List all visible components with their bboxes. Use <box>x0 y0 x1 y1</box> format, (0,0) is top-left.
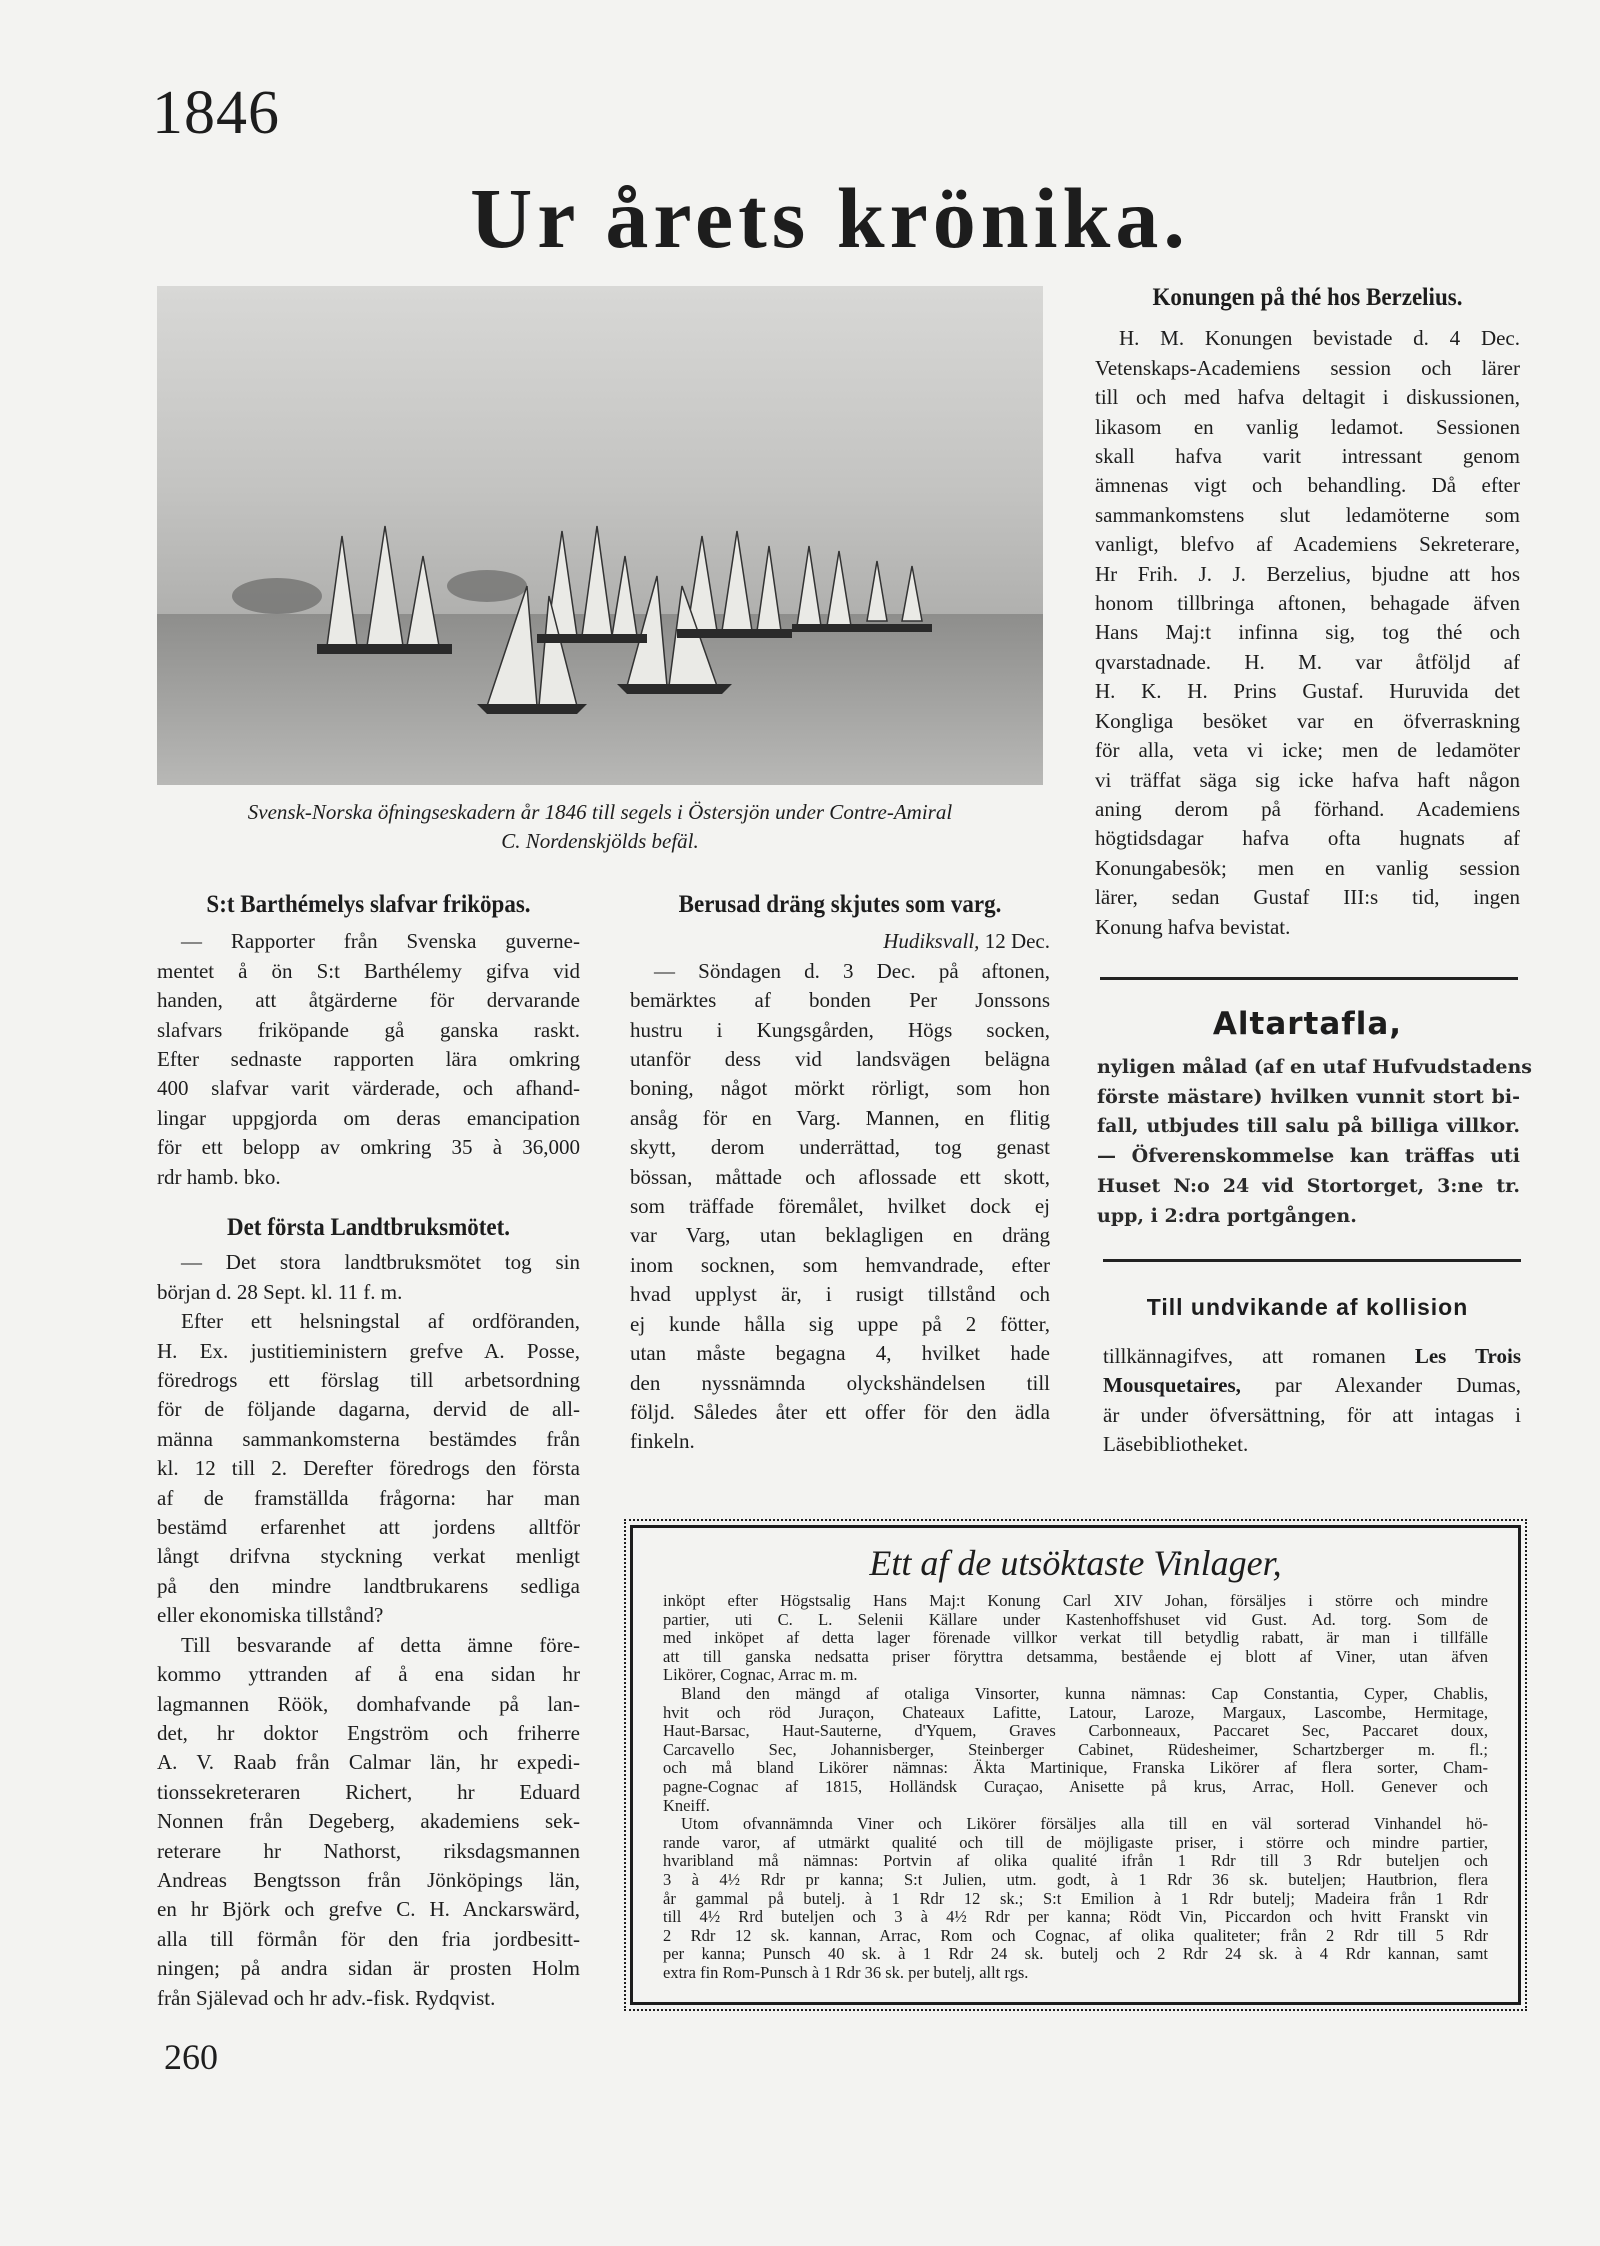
text-line: nyligen målad (af en utaf Hufvudstadens <box>1097 1056 1532 1078</box>
wine-advertisement <box>630 1525 1521 2005</box>
text-line: vanligt, blefvo af Academiens Sekreterare, <box>1095 532 1520 557</box>
text-line: handen, att åtgärderne för dervarande <box>157 988 580 1013</box>
text-line: honom tillbringa aftonen, behagade äfven <box>1095 591 1520 616</box>
article-berzelius <box>1095 283 1520 942</box>
text-line: vi träffat säga sig icke hafva haft någon <box>1095 767 1520 792</box>
altartafla-heading: Altartafla, <box>1212 1006 1403 1042</box>
text-line: Konung hafva bevistat. <box>1095 914 1291 939</box>
text-line: Kongliga besöket var en öfverraskning <box>1095 708 1520 733</box>
paragraph <box>157 1307 580 1630</box>
text-line: lagmannen Röök, domhafvande på lan- <box>157 1691 580 1716</box>
text-line: ningen; på andra sidan är prosten Holm <box>157 1956 580 1981</box>
page-number: 260 <box>164 2037 218 2077</box>
text-line: en hr Björk och grefve C. H. Anckarswärd, <box>157 1897 580 1922</box>
text-line: Hr Frih. J. J. Berzelius, bjudne att hos <box>1095 561 1520 586</box>
dateline-date: 12 Dec. <box>979 929 1050 954</box>
text-line: A. V. Raab från Calmar län, hr expedi- <box>157 1750 580 1775</box>
text-line: tionssekreteraren Richert, hr Eduard <box>157 1779 580 1804</box>
article-landtbruksmotet <box>157 1213 580 2013</box>
text-line: början d. 28 Sept. kl. 11 f. m. <box>157 1279 403 1304</box>
article-heading: Berusad dräng skjutes som varg. <box>678 891 1002 918</box>
text-line: skall hafva varit intressant genom <box>1095 444 1520 469</box>
text-line: föredrogs ett förslag till arbetsordning <box>157 1368 580 1393</box>
text-line: som träffade föremålet, hvilket dock ej <box>630 1194 1050 1219</box>
text-line: finkeln. <box>630 1429 695 1454</box>
text-line: eller ekonomiska tillstånd? <box>157 1603 384 1628</box>
text-segment: par Alexander Dumas, <box>1240 1373 1521 1398</box>
text-line: långt drifvna styckning verkat menligt <box>157 1544 580 1569</box>
text-line: sammankomstens slut ledamöterne som <box>1095 502 1520 527</box>
text-line: Andreas Bengtsson från Jönköpings län, <box>157 1867 580 1892</box>
text-line: Kneiff. <box>663 1795 710 1815</box>
article-body <box>157 927 580 1192</box>
text-line: år gammal på butelj. à 1 Rdr 12 sk.; S:t Emilion à 1 Rdr butelj; Madeira från 1 Rdr <box>663 1888 1488 1908</box>
text-line: af de framställda frågorna: har man <box>157 1485 580 1510</box>
text-line: är under öfversättning, för att intagas i <box>1103 1402 1521 1427</box>
paragraph <box>157 1248 580 1307</box>
advert-body <box>663 1592 1488 1982</box>
text-line: rdr hamb. bko. <box>157 1164 281 1189</box>
text-line: hvit och röd Juraçon, Chateaux Lafitte, Latour, Laroze, Margaux, Lascombe, Hermitage, <box>663 1702 1488 1722</box>
text-line: hustru i Kungsgården, Högs socken, <box>630 1017 1050 1042</box>
text-line: H. K. H. Prins Gustaf. Huruvida det <box>1095 679 1520 704</box>
text-line: partier, uti C. L. Selenii Källare under Kastenhoffshuset vid Gust. Ad. torg. Som de <box>663 1609 1488 1629</box>
article-heading: Det första Landtbruksmötet. <box>226 1214 511 1241</box>
article-body <box>157 1248 580 2013</box>
year-heading: 1846 <box>152 79 280 147</box>
text-line: pagne-Cognac af 1815, Holländsk Curaçao, Anisette på krus, Arrac, Holl. Genever och <box>663 1776 1488 1796</box>
article-heading: S:t Barthémelys slafvar friköpas. <box>206 891 531 918</box>
text-line: rande varor, af utmärkt qualité och till de möjligaste priser, i större och mindre partier, <box>663 1832 1488 1852</box>
text-line: förste mästare) hvilken vunnit stort bi- <box>1097 1085 1520 1108</box>
text-line: kommo yttranden af å ena sidan hr <box>157 1662 580 1687</box>
text-line: reterare hr Nathorst, riksdagsmannen <box>157 1838 580 1863</box>
text-line: bestämd erfarenhet att jordens alltför <box>157 1515 580 1540</box>
text-line: Carcavello Sec, Johannisberger, Steinberger Cabinet, Rüdesheimer, Schartzberger m. fl.; <box>663 1739 1488 1759</box>
dateline <box>630 927 1050 956</box>
book-title-part: Mousquetaires, <box>1103 1373 1241 1398</box>
divider <box>1103 1259 1521 1262</box>
text-line: upp, i 2:dra portgången. <box>1097 1204 1357 1227</box>
text-line: Efter sednaste rapporten lära omkring <box>157 1047 580 1072</box>
text-line: för alla, veta vi icke; men de ledamöter <box>1095 738 1520 763</box>
illustration-caption <box>157 798 1043 856</box>
page-title: Ur årets krönika. <box>470 170 1190 266</box>
text-line: att till ganska nedsatta priser föryttra detsamma, bestående ej blott af Viner, utan äfven <box>663 1646 1488 1666</box>
text-line: Konungabesök; men en vanlig session <box>1095 855 1520 880</box>
text-line: Läsebibliotheket. <box>1103 1432 1249 1457</box>
text-line: Vetenskaps-Academiens session och lärer <box>1095 355 1520 380</box>
text-line <box>1103 1371 1521 1400</box>
text-line: H. Ex. justitieministern grefve A. Posse, <box>157 1338 580 1363</box>
text-line: skytt, derom underrättad, tog genast <box>630 1135 1050 1160</box>
altartafla-body <box>1097 1053 1532 1231</box>
article-barthelemy <box>157 890 580 1192</box>
text-line: utan måste begagna 4, hvilket hade <box>630 1341 1050 1366</box>
article-heading: Konungen på thé hos Berzelius. <box>1152 284 1463 311</box>
text-line: Till besvarande af detta ämne före- <box>181 1632 580 1657</box>
text-line: och må bland Likörer nämnas: Äkta Martinique, Franska Likörer af flera sorter, Cham- <box>663 1758 1488 1778</box>
text-line: hvaribland må nämnas: Portvin af olika qualité ifrån 1 Rdr till 3 Rdr buteljen och <box>663 1851 1488 1871</box>
text-line: det, hr doktor Engström och friherre <box>157 1720 580 1745</box>
text-line: mentet å ön S:t Barthélemy gifva vid <box>157 958 580 983</box>
advert-title: Ett af de utsöktaste Vinlager, <box>869 1543 1282 1583</box>
text-line: till 4½ Rrd buteljen och 3 à 4½ Rdr per kanna; Rödt Vin, Piccardon och hvitt Franskt vin <box>663 1907 1488 1927</box>
text-line: Hans Maj:t infinna sig, tog thé och <box>1095 620 1520 645</box>
text-line: Bland den mängd af otaliga Vinsorter, kunna nämnas: Cap Constantia, Cyper, Chablis, <box>681 1683 1488 1703</box>
text-line: Utom ofvannämnda Viner och Likörer försäljes alla till en väl sorterad Vinhandel hö- <box>681 1814 1488 1834</box>
text-line: den nyssnämnda olyckshändelsen till <box>630 1370 1050 1395</box>
text-line: 2 Rdr 12 sk. kannan, Arrac, Rom och Cognac, af olika qualiteter; från 2 Rdr till 5 Rdr <box>663 1925 1488 1945</box>
kollision-body <box>1103 1342 1521 1460</box>
paragraph <box>1097 1053 1532 1231</box>
caption-line: Svensk-Norska öfningseskadern år 1846 till segels i Östersjön under Contre-Amiral <box>247 800 953 824</box>
paragraph <box>1095 324 1520 942</box>
kollision-heading: Till undvikande af kollision <box>1146 1294 1469 1320</box>
text-line: högtidsdagar hafva ofta hugnats af <box>1095 826 1520 851</box>
text-line: qvarstadnade. H. M. var åtföljd af <box>1095 649 1520 674</box>
text-line: H. M. Konungen bevistade d. 4 Dec. <box>1119 326 1520 351</box>
text-line: från Själevad och hr adv.-fisk. Rydqvist. <box>157 1985 496 2010</box>
text-line: följd. Således åter ett offer för den ädla <box>630 1399 1050 1424</box>
text-line: per kanna; Punsch 40 sk. à 1 Rdr 24 sk. butelj och 2 Rdr 24 sk. à 4 Rdr kannan, samt <box>663 1944 1488 1964</box>
paragraph <box>663 1685 1488 1815</box>
text-line: Nonnen från Degeberg, akademiens sek- <box>157 1809 580 1834</box>
text-line: Efter ett helsningstal af ordföranden, <box>181 1309 580 1334</box>
text-line: hvad upplyst är, i rusigt tillstånd och <box>630 1282 1050 1307</box>
paragraph <box>157 1631 580 2013</box>
text-line: slafvars friköpande gå ganska raskt. <box>157 1017 580 1042</box>
text-line: ämnenas vigt och behandling. Då efter <box>1095 473 1520 498</box>
text-segment: tillkännagifves, att romanen <box>1103 1344 1415 1368</box>
article-body <box>630 957 1050 1457</box>
text-line: 3 à 4½ Rdr pr kanna; S:t Julien, utm. godt, à 1 Rdr 36 sk. buteljen; Hautbrion, flera <box>663 1869 1488 1889</box>
paragraph <box>157 927 580 1192</box>
text-line: likasom en vanlig ledamot. Sessionen <box>1095 414 1520 439</box>
text-line: — Det stora landtbruksmötet tog sin <box>181 1250 580 1275</box>
text-line: för ett belopp av omkring 35 à 36,000 <box>157 1135 580 1160</box>
text-line: — Söndagen d. 3 Dec. på aftonen, <box>654 958 1050 983</box>
dateline-place: Hudiksvall, <box>883 929 980 954</box>
text-line: lärer, sedan Gustaf III:s tid, ingen <box>1095 885 1520 910</box>
text-line: inköpt efter Högstsalig Hans Maj:t Konung Carl XIV Johan, försäljes i större och mindre <box>663 1591 1488 1610</box>
article-body <box>1095 324 1520 942</box>
text-line: 400 slafvar varit värderade, och afhand- <box>157 1076 580 1101</box>
text-line: inom socknen, som hemvandrade, efter <box>630 1252 1050 1277</box>
text-line: männa sammankomsterna bestämdes från <box>157 1426 580 1451</box>
text-line: Likörer, Cognac, Arrac m. m. <box>663 1665 858 1685</box>
text-line: utanför dess vid landsvägen belägna <box>630 1047 1050 1072</box>
text-line: med inköpet af detta lager förenade villkor verkat till betydlig rabatt, är man i tillfälle <box>663 1628 1488 1648</box>
text-line: ej kunde hålla sig uppe på 2 fötter, <box>630 1311 1050 1336</box>
text-line: för de följande dagarna, dervid de all- <box>157 1397 580 1422</box>
text-line: ansåg för en Varg. Mannen, en flitig <box>630 1105 1050 1130</box>
text-line: fall, utbjudes till salu på billiga villkor. <box>1097 1115 1520 1138</box>
text-line: bemärktes af bonden Per Jonssons <box>630 988 1050 1013</box>
text-line: — Öfverenskommelse kan träffas uti <box>1097 1145 1520 1168</box>
text-line: kl. 12 till 2. Derefter föredrogs den första <box>157 1456 580 1481</box>
text-line: extra fin Rom-Punsch à 1 Rdr 36 sk. per butelj, allt rgs. <box>663 1962 1029 1982</box>
text-line: — Rapporter från Svenska guverne- <box>181 929 580 954</box>
squadron-illustration <box>157 286 1043 785</box>
book-title-part: Les Trois <box>1414 1344 1521 1368</box>
text-line: till och med hafva deltagit i diskussionen, <box>1095 385 1520 410</box>
paragraph <box>663 1815 1488 1982</box>
divider <box>1100 977 1518 980</box>
text-line: alla till förmån för den fria jordbesitt- <box>157 1926 580 1951</box>
caption-line: C. Nordenskjölds befäl. <box>501 829 699 853</box>
text-line: lingar uppgjorda om deras emancipation <box>157 1105 580 1130</box>
text-line: Huset N:o 24 vid Stortorget, 3:ne tr. <box>1097 1174 1520 1197</box>
article-varg <box>630 890 1050 1457</box>
text-line: var Varg, utan beklagligen en dräng <box>630 1223 1050 1248</box>
text-line: på den mindre landtbrukarens sedliga <box>157 1573 580 1598</box>
paragraph <box>630 957 1050 1457</box>
paragraph <box>663 1592 1488 1685</box>
text-line: boning, något mörkt rörligt, som hon <box>630 1076 1050 1101</box>
text-line: aning derom på förhand. Academiens <box>1095 796 1520 821</box>
text-line <box>1103 1342 1521 1371</box>
text-line: bössan, måttade och aflossade ett skott, <box>630 1164 1050 1189</box>
text-line: Haut-Barsac, Haut-Sauterne, d'Yquem, Graves Carbonneaux, Paccaret Sec, Paccaret doux, <box>663 1721 1488 1741</box>
